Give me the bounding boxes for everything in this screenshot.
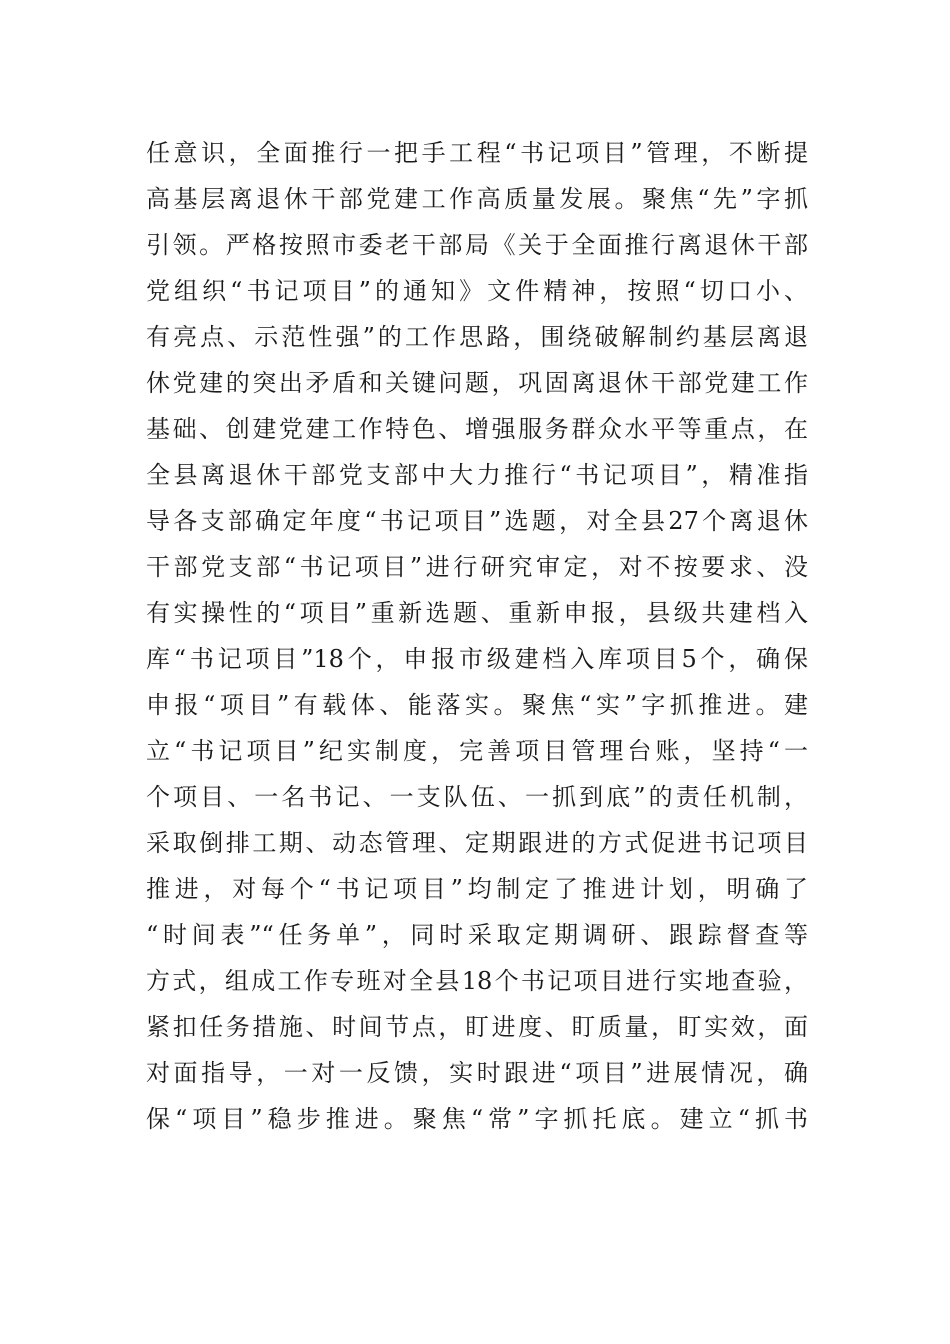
- text-line: 个项目、一名书记、一支队伍、一抓到底”的责任机制，: [146, 783, 808, 811]
- text-line: 立“书记项目”纪实制度，完善项目管理台账，坚持“一: [146, 737, 808, 765]
- body-paragraph: [146, 130, 808, 1142]
- text-line: 有实操性的“项目”重新选题、重新申报，县级共建档入: [146, 599, 808, 627]
- text-line: 紧扣任务措施、时间节点，盯进度、盯质量，盯实效，面: [146, 1013, 808, 1041]
- text-line: 干部党支部“书记项目”进行研究审定，对不按要求、没: [146, 553, 808, 581]
- text-line: 对面指导，一对一反馈，实时跟进“项目”进展情况，确: [146, 1059, 808, 1087]
- text-line: 有亮点、示范性强”的工作思路，围绕破解制约基层离退: [146, 323, 808, 351]
- text-line: 库“书记项目”18个，申报市级建档入库项目5个，确保: [146, 645, 808, 673]
- text-line: 全县离退休干部党支部中大力推行“书记项目”，精准指: [146, 461, 808, 489]
- text-line: 推进，对每个“书记项目”均制定了推进计划，明确了: [146, 875, 808, 903]
- text-line: 党组织“书记项目”的通知》文件精神，按照“切口小、: [146, 277, 808, 305]
- text-line: 任意识，全面推行一把手工程“书记项目”管理，不断提: [146, 139, 808, 167]
- text-line: 采取倒排工期、动态管理、定期跟进的方式促进书记项目: [146, 829, 808, 857]
- text-line: 导各支部确定年度“书记项目”选题，对全县27个离退休: [146, 507, 808, 535]
- text-line: 保“项目”稳步推进。聚焦“常”字抓托底。建立“抓书: [146, 1105, 808, 1133]
- text-line: 休党建的突出矛盾和关键问题，巩固离退休干部党建工作: [146, 369, 808, 397]
- text-line: 申报“项目”有载体、能落实。聚焦“实”字抓推进。建: [146, 691, 808, 719]
- text-line: 引领。严格按照市委老干部局《关于全面推行离退休干部: [146, 231, 808, 259]
- text-line: 方式，组成工作专班对全县18个书记项目进行实地查验，: [146, 967, 808, 995]
- text-line: 高基层离退休干部党建工作高质量发展。聚焦“先”字抓: [146, 185, 808, 213]
- text-line: 基础、创建党建工作特色、增强服务群众水平等重点，在: [146, 415, 808, 443]
- text-line: “时间表”“任务单”，同时采取定期调研、跟踪督查等: [146, 921, 808, 949]
